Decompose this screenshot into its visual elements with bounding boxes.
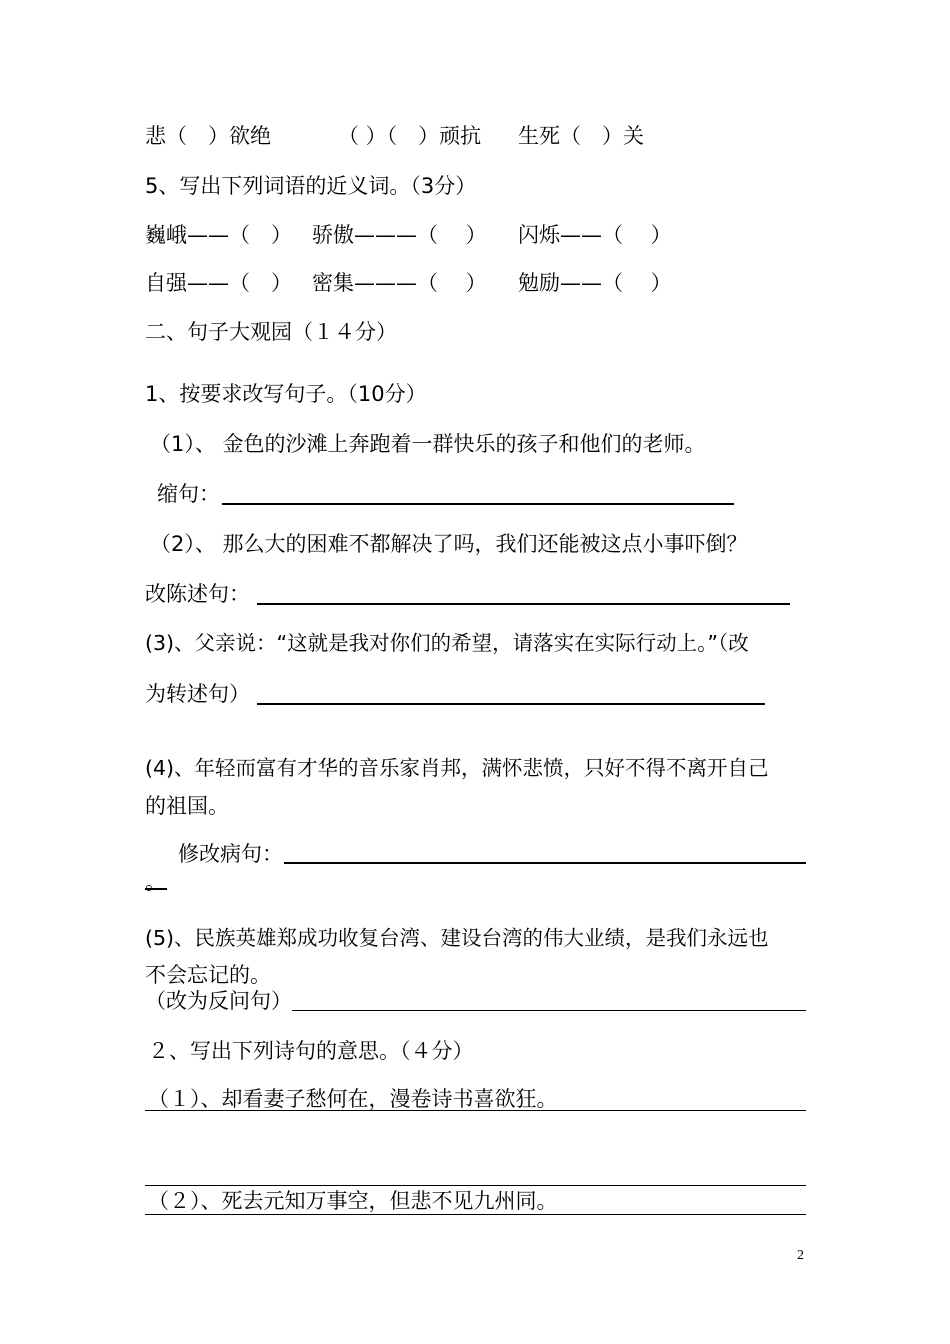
synonym-item: 巍峨——（ ） bbox=[145, 223, 292, 247]
answer-blank-3[interactable] bbox=[257, 703, 765, 705]
answer-blank-5[interactable] bbox=[292, 1010, 806, 1011]
sentence-4-line-1: (4)、年轻而富有才华的音乐家肖邦，满怀悲愤，只好不得不离开自己 bbox=[145, 756, 769, 780]
poem-line-1: （１）、却看妻子愁何在，漫卷诗书喜欲狂。 bbox=[148, 1087, 558, 1111]
question-1-title: 1、按要求改写句子。（10分） bbox=[145, 382, 427, 406]
answer-blank-4-continuation[interactable] bbox=[145, 888, 167, 890]
sentence-5-line-2: 不会忘记的。 bbox=[145, 963, 271, 987]
answer-line-poem-2[interactable] bbox=[145, 1214, 806, 1215]
poem-line-2: （２）、死去元知万事空，但悲不见九州同。 bbox=[148, 1189, 558, 1213]
sentence-3-line-2: 为转述句） bbox=[145, 682, 250, 706]
synonym-item: 自强——（ ） bbox=[145, 271, 292, 295]
answer-blank-4[interactable] bbox=[284, 862, 806, 864]
sentence-4-line-2: 的祖国。 bbox=[145, 794, 229, 818]
section-2-title: 二、句子大观园（１４分） bbox=[145, 320, 397, 344]
sentence-3-line-1: (3)、父亲说：“这就是我对你们的希望，请落实在实际行动上。”（改 bbox=[145, 631, 749, 655]
synonym-item: 闪烁——（ ） bbox=[518, 223, 672, 247]
page-number: 2 bbox=[797, 1248, 804, 1263]
question-2-title: ２、写出下列诗句的意思。（４分） bbox=[148, 1039, 474, 1063]
idiom-item-3: 生死（ ）关 bbox=[518, 124, 644, 148]
sentence-4-end-mark: 。 bbox=[145, 870, 166, 894]
answer-blank-1[interactable] bbox=[222, 503, 734, 505]
sentence-2-prompt: 改陈述句： bbox=[145, 582, 250, 606]
sentence-1-prompt: 缩句： bbox=[157, 482, 220, 506]
sentence-2: （2）、 那么大的困难不都解决了吗，我们还能被这点小事吓倒？ bbox=[150, 532, 748, 556]
sentence-4-prompt: 修改病句： bbox=[178, 842, 283, 866]
sentence-5-prompt: （改为反问句） bbox=[145, 989, 292, 1013]
answer-line-poem-1b[interactable] bbox=[145, 1185, 806, 1186]
synonym-item: 勉励——（ ） bbox=[518, 271, 672, 295]
answer-blank-2[interactable] bbox=[257, 603, 790, 605]
question-5-title: 5、写出下列词语的近义词。（3分） bbox=[145, 174, 477, 198]
synonym-item: 骄傲———（ ） bbox=[312, 223, 487, 247]
sentence-1: （1）、 金色的沙滩上奔跑着一群快乐的孩子和他们的老师。 bbox=[150, 432, 706, 456]
idiom-item-1: 悲（ ）欲绝 bbox=[145, 124, 271, 148]
idiom-item-2: （ ）（ ）顽抗 bbox=[338, 124, 482, 148]
synonym-item: 密集———（ ） bbox=[312, 271, 487, 295]
sentence-5-line-1: (5)、民族英雄郑成功收复台湾、建设台湾的伟大业绩，是我们永远也 bbox=[145, 926, 769, 950]
answer-line-poem-1[interactable] bbox=[145, 1110, 806, 1111]
